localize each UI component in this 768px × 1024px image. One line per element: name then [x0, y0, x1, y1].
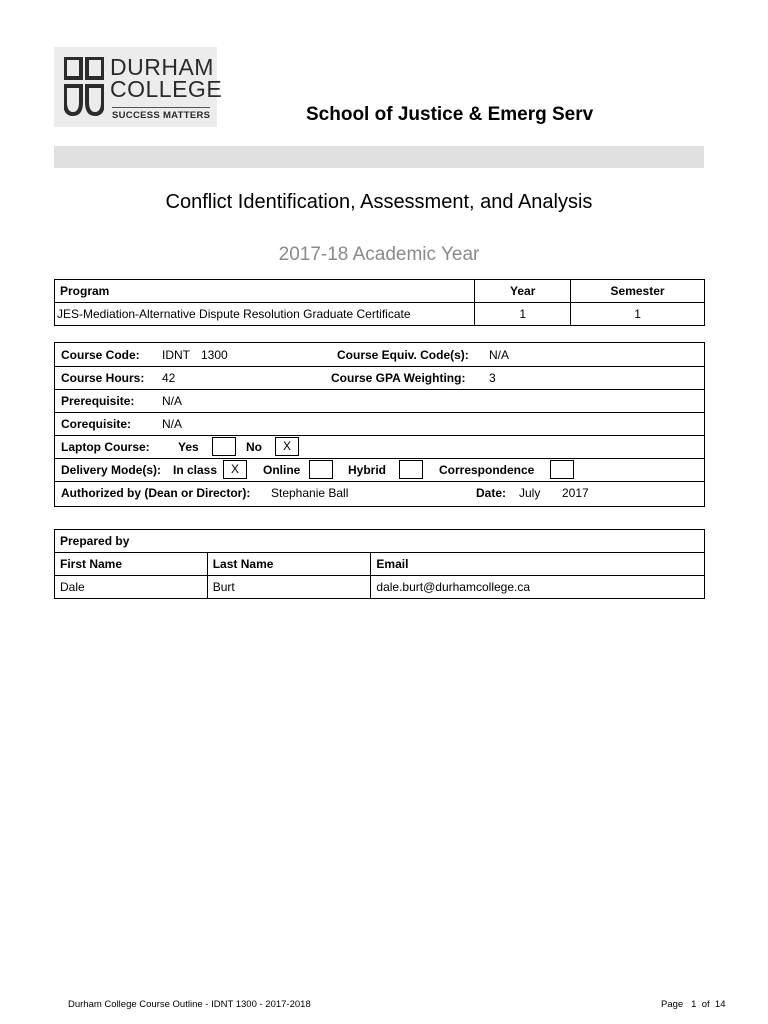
course-info-box: [54, 342, 705, 507]
prepared-by-title: Prepared by: [55, 530, 705, 553]
academic-year: 2017-18 Academic Year: [278, 244, 480, 265]
laptop-course-label: Laptop Course:: [61, 440, 150, 454]
laptop-no-checkbox[interactable]: X: [275, 437, 299, 456]
course-code-label: Course Code:: [61, 348, 140, 362]
laptop-yes-label: Yes: [178, 440, 199, 454]
laptop-no-label: No: [246, 440, 262, 454]
first-name-value: Dale: [55, 576, 208, 599]
gpa-weighting-value: 3: [489, 371, 496, 385]
year-header: Year: [475, 280, 571, 303]
authorized-by-name: Stephanie Ball: [271, 486, 349, 500]
page-of-label: of: [701, 999, 710, 1010]
semester-value: 1: [571, 303, 705, 326]
authorized-row: [55, 481, 704, 504]
header-divider-bar: [54, 146, 704, 168]
date-month: July: [519, 486, 541, 500]
last-name-header: Last Name: [207, 553, 371, 576]
logo-word-durham: DURHAM: [110, 54, 214, 80]
in-class-label: In class: [173, 463, 218, 477]
gpa-weighting-label: Course GPA Weighting:: [331, 371, 466, 385]
correspondence-label: Correspondence: [439, 463, 535, 477]
prerequisite-value: N/A: [162, 394, 183, 408]
equiv-code-label: Course Equiv. Code(s):: [337, 348, 469, 362]
table-row: [55, 576, 705, 599]
first-name-header: First Name: [55, 553, 208, 576]
durham-college-logo: [54, 47, 223, 127]
page-label: Page: [661, 999, 684, 1010]
laptop-course-row: [55, 435, 704, 459]
course-hours-row: [55, 366, 704, 390]
online-checkbox[interactable]: [309, 460, 333, 479]
table-row: [55, 303, 705, 326]
course-code-prefix: IDNT: [162, 348, 190, 362]
email-value[interactable]: dale.burt@durhamcollege.ca: [371, 576, 705, 599]
date-year: 2017: [562, 486, 589, 500]
prepared-by-table: [54, 529, 705, 599]
course-hours-value: 42: [162, 371, 176, 385]
corequisite-row: [55, 412, 704, 436]
date-label: Date:: [476, 486, 507, 500]
in-class-checkbox[interactable]: X: [223, 460, 247, 479]
prerequisite-row: [55, 389, 704, 413]
corequisite-label: Corequisite:: [61, 417, 132, 431]
program-table-header: [55, 280, 705, 303]
year-value: 1: [475, 303, 571, 326]
footer-page-number: [661, 999, 725, 1010]
footer-course-outline: Durham College Course Outline - IDNT 1300 - 2017-2018: [68, 999, 311, 1010]
program-table: [54, 279, 705, 326]
course-title: Conflict Identification, Assessment, and Analysis: [165, 191, 593, 213]
program-name: JES-Mediation-Alternative Dispute Resolution Graduate Certificate: [55, 303, 475, 326]
page-current: 1: [691, 999, 697, 1010]
hybrid-checkbox[interactable]: [399, 460, 423, 479]
email-header: Email: [371, 553, 705, 576]
equiv-code-value: N/A: [489, 348, 510, 362]
page-total: 14: [714, 999, 726, 1010]
program-header: Program: [55, 280, 475, 303]
laptop-yes-checkbox[interactable]: [212, 437, 236, 456]
correspondence-checkbox[interactable]: [550, 460, 574, 479]
course-hours-label: Course Hours:: [61, 371, 145, 385]
online-label: Online: [263, 463, 301, 477]
course-code-number: 1300: [201, 348, 228, 362]
prepared-by-title-row: [55, 530, 705, 553]
hybrid-label: Hybrid: [348, 463, 387, 477]
school-name: School of Justice & Emerg Serv: [306, 104, 594, 125]
corequisite-value: N/A: [162, 417, 183, 431]
prerequisite-label: Prerequisite:: [61, 394, 135, 408]
semester-header: Semester: [571, 280, 705, 303]
authorized-by-label: Authorized by (Dean or Director):: [61, 486, 251, 500]
delivery-mode-row: [55, 458, 704, 482]
prepared-by-header-row: [55, 553, 705, 576]
college-crest-icon: [64, 57, 104, 117]
logo-tagline: SUCCESS MATTERS: [112, 107, 210, 121]
last-name-value: Burt: [207, 576, 371, 599]
logo-word-college: COLLEGE: [110, 76, 223, 102]
delivery-mode-label: Delivery Mode(s):: [61, 463, 162, 477]
course-code-row: [55, 343, 704, 367]
